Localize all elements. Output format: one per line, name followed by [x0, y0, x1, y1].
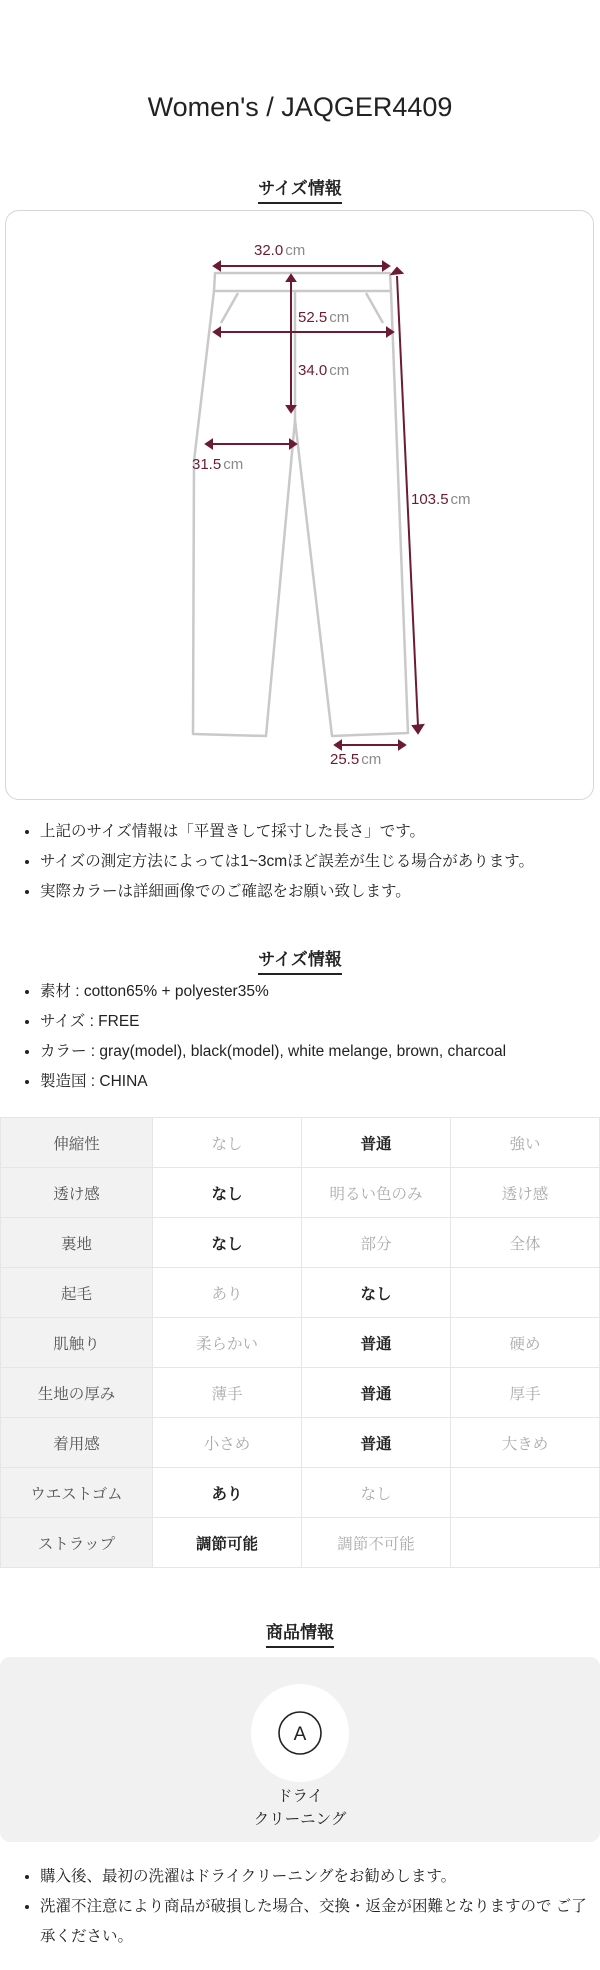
- property-option: 大きめ: [451, 1418, 600, 1468]
- property-option: 明るい色のみ: [302, 1168, 451, 1218]
- table-row: [1, 1418, 600, 1468]
- waist-measure: 32.0 cm: [254, 242, 306, 259]
- property-option: なし: [153, 1218, 302, 1268]
- property-option: 部分: [302, 1218, 451, 1268]
- property-label: ウエストゴム: [1, 1468, 153, 1518]
- thigh-measure: 31.5 cm: [192, 456, 244, 473]
- property-option: 普通: [302, 1318, 451, 1368]
- property-option: 透け感: [451, 1168, 600, 1218]
- list-item: • 上記のサイズ情報は「平置きして採寸した長さ」です。: [40, 817, 534, 847]
- property-option: 厚手: [451, 1368, 600, 1418]
- property-option: あり: [153, 1268, 302, 1318]
- hem-measure: 25.5 cm: [330, 751, 382, 768]
- list-item: • 洗濯不注意により商品が破損した場合、交換・返金が困難となりますので ご了承ください。: [40, 1892, 595, 1952]
- size-diagram: [5, 210, 594, 800]
- size-info-heading: サイズ情報: [0, 174, 600, 204]
- property-option: 調節可能: [153, 1518, 302, 1568]
- table-row: [1, 1468, 600, 1518]
- property-option: 強い: [451, 1118, 600, 1168]
- property-label: 着用感: [1, 1418, 153, 1468]
- properties-table: [0, 1117, 600, 1568]
- list-item: • サイズの測定方法によっては1~3cmほど誤差が生じる場合があります。: [40, 847, 534, 877]
- table-row: [1, 1118, 600, 1168]
- table-row: [1, 1268, 600, 1318]
- property-option: なし: [302, 1468, 451, 1518]
- property-option: 普通: [302, 1418, 451, 1468]
- table-row: [1, 1368, 600, 1418]
- table-row: [1, 1218, 600, 1268]
- product-details: [18, 977, 506, 1097]
- size-notes: [18, 817, 534, 907]
- property-option: 全体: [451, 1218, 600, 1268]
- property-option: なし: [302, 1268, 451, 1318]
- product-title: Women's / JAQGER4409: [147, 92, 453, 122]
- property-option: [451, 1468, 600, 1518]
- length-measure: 103.5 cm: [411, 491, 471, 508]
- property-label: 裏地: [1, 1218, 153, 1268]
- table-row: [1, 1168, 600, 1218]
- property-label: 生地の厚み: [1, 1368, 153, 1418]
- property-option: なし: [153, 1168, 302, 1218]
- property-option: 調節不可能: [302, 1518, 451, 1568]
- property-label: ストラップ: [1, 1518, 153, 1568]
- care-info-box: [0, 1657, 600, 1842]
- care-notes: [18, 1862, 595, 1952]
- product-info-heading: サイズ情報: [0, 945, 600, 975]
- property-option: 普通: [302, 1368, 451, 1418]
- property-option: 小さめ: [153, 1418, 302, 1468]
- list-item: • カラー : gray(model), black(model), white melange, brown, charcoal: [40, 1037, 506, 1067]
- list-item: • サイズ : FREE: [40, 1007, 506, 1037]
- dry-clean-icon: [251, 1684, 349, 1782]
- care-heading: 商品情報: [0, 1618, 600, 1648]
- table-row: [1, 1318, 600, 1368]
- table-row: [1, 1518, 600, 1568]
- property-option: あり: [153, 1468, 302, 1518]
- svg-text:A: A: [293, 1724, 307, 1745]
- list-item: • 製造国 : CHINA: [40, 1067, 506, 1097]
- property-option: 硬め: [451, 1318, 600, 1368]
- property-label: 伸縮性: [1, 1118, 153, 1168]
- pants-illustration: [6, 211, 596, 801]
- property-option: [451, 1268, 600, 1318]
- care-label: ドライ クリーニング: [253, 1788, 347, 1828]
- list-item: • 購入後、最初の洗濯はドライクリーニングをお勧めします。: [40, 1862, 595, 1892]
- list-item: • 素材 : cotton65% + polyester35%: [40, 977, 506, 1007]
- property-label: 透け感: [1, 1168, 153, 1218]
- property-option: 柔らかい: [153, 1318, 302, 1368]
- rise-measure: 34.0 cm: [298, 362, 350, 379]
- property-option: なし: [153, 1118, 302, 1168]
- property-option: 薄手: [153, 1368, 302, 1418]
- care-symbol: [251, 1684, 349, 1782]
- property-label: 肌触り: [1, 1318, 153, 1368]
- list-item: • 実際カラーは詳細画像でのご確認をお願い致します。: [40, 877, 534, 907]
- hip-measure: 52.5 cm: [298, 309, 350, 326]
- property-option: 普通: [302, 1118, 451, 1168]
- property-label: 起毛: [1, 1268, 153, 1318]
- property-option: [451, 1518, 600, 1568]
